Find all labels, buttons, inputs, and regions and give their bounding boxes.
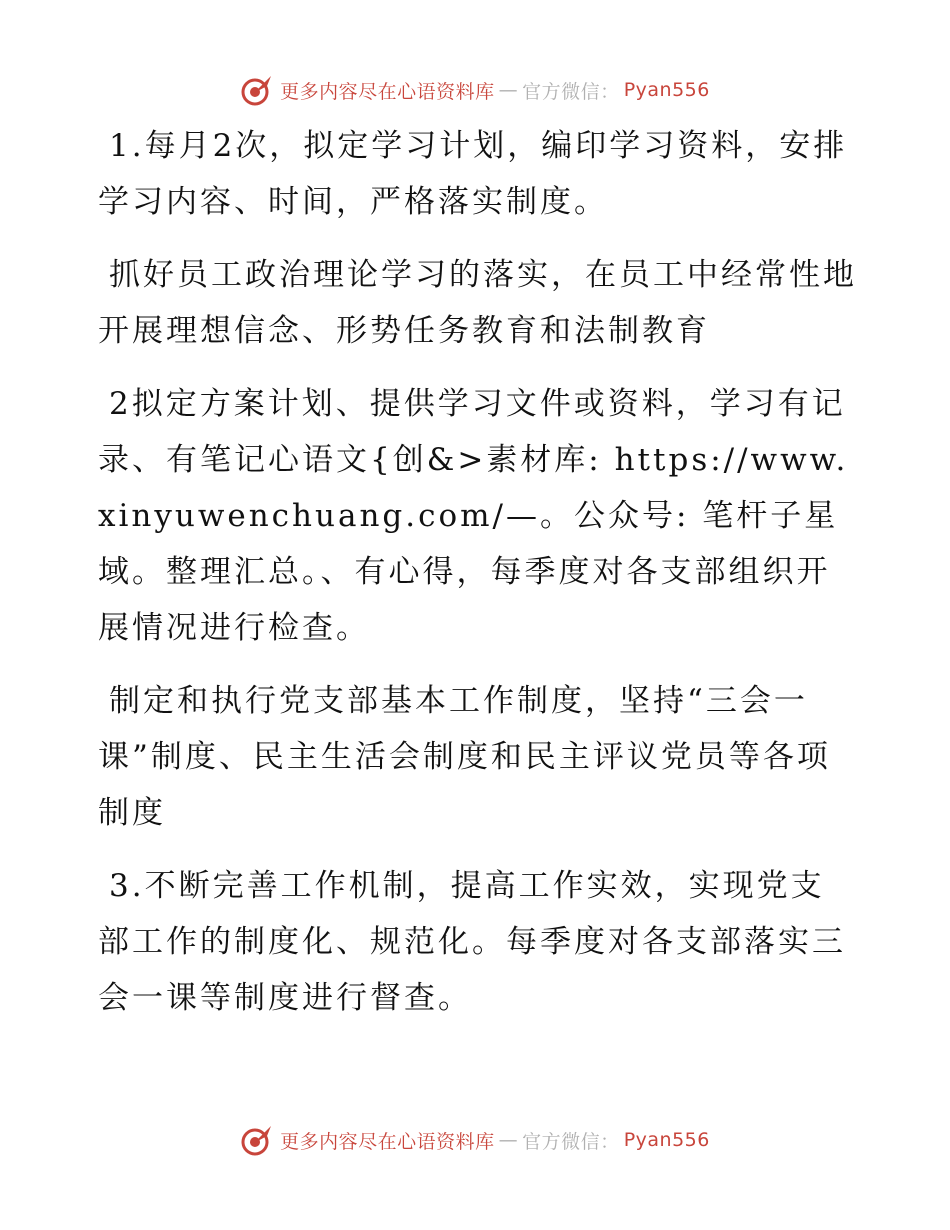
footer-banner-text: 更多内容尽在心语资料库 (280, 1130, 495, 1153)
quill-logo-icon (240, 1123, 274, 1157)
quill-logo-icon (240, 73, 274, 107)
paragraph-1: 1.每月2次，拟定学习计划，编印学习资料，安排学习内容、时间，严格落实制度。 (98, 128, 848, 220)
header-banner-text: 更多内容尽在心语资料库 (280, 80, 495, 103)
paragraph-5: 3.不断完善工作机制，提高工作实效，实现党支部工作的制度化、规范化。每季度对各支部落实三会一课等制度进行督查。 (98, 868, 846, 1016)
paragraph-3: 2拟定方案计划、提供学习文件或资料，学习有记录、有笔记心语文{创&>素材库: https://www.xinyuwenchuang.com/—。公众号: 笔杆子星域。整理汇总。、有心得，每季度对各支部组织开展情况进行检查。 (98, 386, 849, 646)
document-body (98, 118, 858, 1043)
paragraph-4: 制定和执行党支部基本工作制度，坚持“三会一课”制度、民主生活会制度和民主评议党员等各项制度 (98, 683, 831, 831)
header-watermark-banner (0, 70, 950, 110)
footer-banner-separator: — (498, 1129, 519, 1151)
paragraph-2: 抓好员工政治理论学习的落实，在员工中经常性地开展理想信念、形势任务教育和法制教育 (98, 257, 857, 349)
footer-watermark-banner (0, 1120, 950, 1160)
header-wechat-label: 官方微信： (522, 80, 620, 103)
header-wechat-handle: Pyan556 (623, 79, 710, 101)
header-banner-separator: — (498, 79, 519, 101)
footer-wechat-handle: Pyan556 (623, 1129, 710, 1151)
footer-wechat-label: 官方微信： (522, 1130, 620, 1153)
